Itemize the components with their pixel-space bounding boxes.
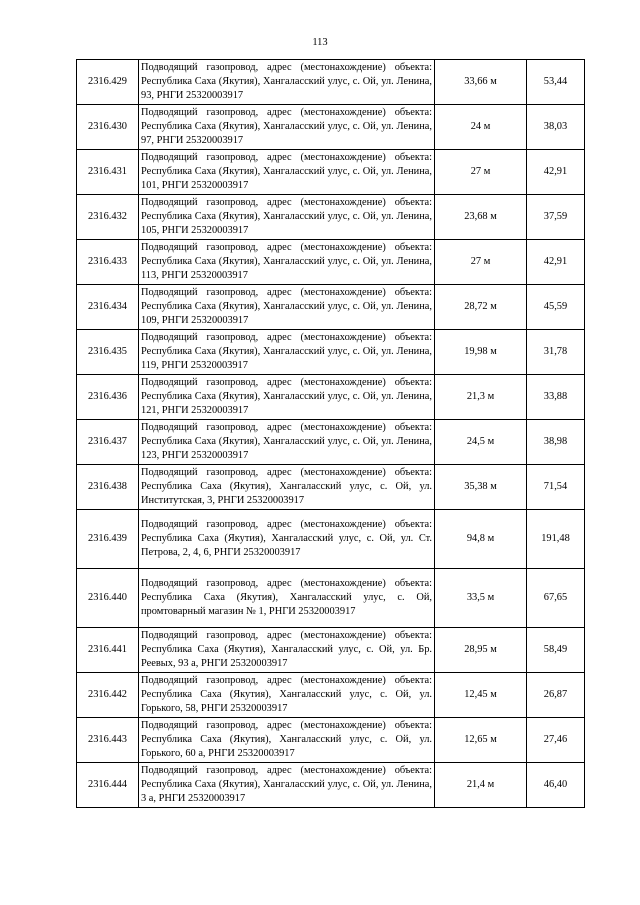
- pipeline-length-cell: 28,95 м: [435, 628, 527, 673]
- object-description-cell: Подводящий газопровод, адрес (местонахождение) объекта: Республика Саха (Якутия), Хангаласский улус, с. Ой, ул. Ленина, 109, РНГИ 25320003917: [139, 285, 435, 330]
- row-number-cell: 2316.444: [77, 763, 139, 808]
- row-number-cell: 2316.441: [77, 628, 139, 673]
- object-description-cell: Подводящий газопровод, адрес (местонахождение) объекта: Республика Саха (Якутия), Хангаласский улус, с. Ой, ул. Горького, 58, РНГИ 25320003917: [139, 673, 435, 718]
- table-row: [77, 465, 585, 510]
- table-row: [77, 375, 585, 420]
- pipeline-length-cell: 12,65 м: [435, 718, 527, 763]
- table-row: [77, 195, 585, 240]
- table-row: [77, 628, 585, 673]
- pipeline-length-cell: 33,5 м: [435, 569, 527, 628]
- object-description-cell: Подводящий газопровод, адрес (местонахождение) объекта: Республика Саха (Якутия), Хангаласский улус, с. Ой, ул. Горького, 60 а, РНГИ 25320003917: [139, 718, 435, 763]
- pipeline-length-cell: 19,98 м: [435, 330, 527, 375]
- value-cell: 37,59: [527, 195, 585, 240]
- pipeline-length-cell: 35,38 м: [435, 465, 527, 510]
- object-description-cell: Подводящий газопровод, адрес (местонахождение) объекта: Республика Саха (Якутия), Хангаласский улус, с. Ой, ул. Ленина, 101, РНГИ 25320003917: [139, 150, 435, 195]
- value-cell: 31,78: [527, 330, 585, 375]
- pipeline-length-cell: 24,5 м: [435, 420, 527, 465]
- table-row: [77, 240, 585, 285]
- pipeline-length-cell: 33,66 м: [435, 60, 527, 105]
- value-cell: 46,40: [527, 763, 585, 808]
- object-description-cell: Подводящий газопровод, адрес (местонахождение) объекта: Республика Саха (Якутия), Хангаласский улус, с. Ой, ул. Бр. Реевых, 93 а, РНГИ 25320003917: [139, 628, 435, 673]
- value-cell: 53,44: [527, 60, 585, 105]
- pipeline-length-cell: 27 м: [435, 150, 527, 195]
- row-number-cell: 2316.436: [77, 375, 139, 420]
- value-cell: 26,87: [527, 673, 585, 718]
- value-cell: 71,54: [527, 465, 585, 510]
- row-number-cell: 2316.434: [77, 285, 139, 330]
- value-cell: 38,03: [527, 105, 585, 150]
- object-description-cell: Подводящий газопровод, адрес (местонахождение) объекта: Республика Саха (Якутия), Хангаласский улус, с. Ой, ул. Ленина, 3 а, РНГИ 25320003917: [139, 763, 435, 808]
- pipeline-length-cell: 94,8 м: [435, 510, 527, 569]
- table-row: [77, 763, 585, 808]
- property-registry-table: [76, 59, 585, 808]
- table-row: [77, 285, 585, 330]
- value-cell: 45,59: [527, 285, 585, 330]
- value-cell: 67,65: [527, 569, 585, 628]
- row-number-cell: 2316.432: [77, 195, 139, 240]
- object-description-cell: Подводящий газопровод, адрес (местонахождение) объекта: Республика Саха (Якутия), Хангаласский улус, с. Ой, ул. Ленина, 93, РНГИ 25320003917: [139, 60, 435, 105]
- object-description-cell: Подводящий газопровод, адрес (местонахождение) объекта: Республика Саха (Якутия), Хангаласский улус, с. Ой, ул. Ленина, 105, РНГИ 25320003917: [139, 195, 435, 240]
- row-number-cell: 2316.433: [77, 240, 139, 285]
- value-cell: 191,48: [527, 510, 585, 569]
- row-number-cell: 2316.443: [77, 718, 139, 763]
- page-number: 113: [312, 37, 328, 48]
- pipeline-length-cell: 27 м: [435, 240, 527, 285]
- table-row: [77, 510, 585, 569]
- object-description-cell: Подводящий газопровод, адрес (местонахождение) объекта: Республика Саха (Якутия), Хангаласский улус, с. Ой, промтоварный магазин № 1, РНГИ 25320003917: [139, 569, 435, 628]
- table-row: [77, 150, 585, 195]
- value-cell: 33,88: [527, 375, 585, 420]
- object-description-cell: Подводящий газопровод, адрес (местонахождение) объекта: Республика Саха (Якутия), Хангаласский улус, с. Ой, ул. Ленина, 113, РНГИ 25320003917: [139, 240, 435, 285]
- value-cell: 42,91: [527, 240, 585, 285]
- table-row: [77, 60, 585, 105]
- row-number-cell: 2316.429: [77, 60, 139, 105]
- value-cell: 38,98: [527, 420, 585, 465]
- registry-table-body: [77, 60, 585, 808]
- object-description-cell: Подводящий газопровод, адрес (местонахождение) объекта: Республика Саха (Якутия), Хангаласский улус, с. Ой, ул. Ленина, 119, РНГИ 25320003917: [139, 330, 435, 375]
- pipeline-length-cell: 12,45 м: [435, 673, 527, 718]
- row-number-cell: 2316.431: [77, 150, 139, 195]
- object-description-cell: Подводящий газопровод, адрес (местонахождение) объекта: Республика Саха (Якутия), Хангаласский улус, с. Ой, ул. Ленина, 97, РНГИ 25320003917: [139, 105, 435, 150]
- row-number-cell: 2316.437: [77, 420, 139, 465]
- object-description-cell: Подводящий газопровод, адрес (местонахождение) объекта: Республика Саха (Якутия), Хангаласский улус, с. Ой, ул. Институтская, 3, РНГИ 25320003917: [139, 465, 435, 510]
- value-cell: 42,91: [527, 150, 585, 195]
- value-cell: 27,46: [527, 718, 585, 763]
- table-row: [77, 420, 585, 465]
- object-description-cell: Подводящий газопровод, адрес (местонахождение) объекта: Республика Саха (Якутия), Хангаласский улус, с. Ой, ул. Ленина, 121, РНГИ 25320003917: [139, 375, 435, 420]
- pipeline-length-cell: 23,68 м: [435, 195, 527, 240]
- table-row: [77, 569, 585, 628]
- row-number-cell: 2316.439: [77, 510, 139, 569]
- table-row: [77, 105, 585, 150]
- pipeline-length-cell: 21,3 м: [435, 375, 527, 420]
- object-description-cell: Подводящий газопровод, адрес (местонахождение) объекта: Республика Саха (Якутия), Хангаласский улус, с. Ой, ул. Ленина, 123, РНГИ 25320003917: [139, 420, 435, 465]
- row-number-cell: 2316.442: [77, 673, 139, 718]
- pipeline-length-cell: 24 м: [435, 105, 527, 150]
- row-number-cell: 2316.435: [77, 330, 139, 375]
- pipeline-length-cell: 21,4 м: [435, 763, 527, 808]
- table-row: [77, 330, 585, 375]
- table-row: [77, 718, 585, 763]
- pipeline-length-cell: 28,72 м: [435, 285, 527, 330]
- row-number-cell: 2316.438: [77, 465, 139, 510]
- table-row: [77, 673, 585, 718]
- row-number-cell: 2316.440: [77, 569, 139, 628]
- value-cell: 58,49: [527, 628, 585, 673]
- object-description-cell: Подводящий газопровод, адрес (местонахождение) объекта: Республика Саха (Якутия), Хангаласский улус, с. Ой, ул. Ст. Петрова, 2, 4, 6, РНГИ 25320003917: [139, 510, 435, 569]
- row-number-cell: 2316.430: [77, 105, 139, 150]
